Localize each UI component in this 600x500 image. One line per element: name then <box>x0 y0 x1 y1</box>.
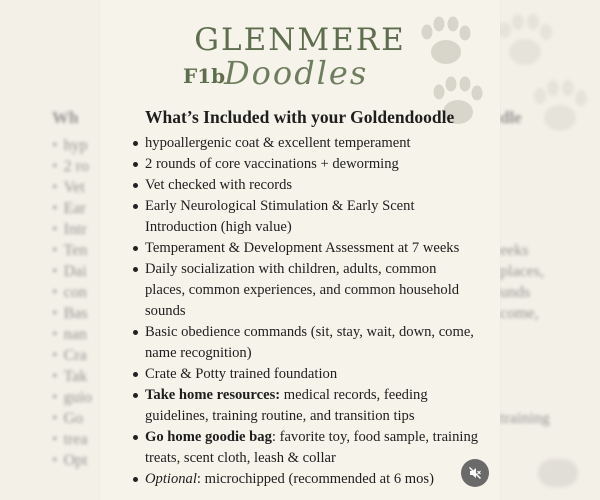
list-item-text: 2 rounds of core vaccinations + deworming <box>145 156 399 172</box>
background-echo-line: • Dai <box>52 261 142 282</box>
list-item-italic-label: Optional <box>145 471 197 487</box>
list-item-text: hypoallergenic coat & excellent temperament <box>145 135 411 151</box>
included-list <box>130 133 480 490</box>
background-echo-line: • hyp <box>52 135 142 156</box>
brand-generation: F1b <box>183 64 226 88</box>
background-echo-line: • Intr <box>52 219 142 240</box>
list-item-text: Temperament & Development Assessment at 7 weeks <box>145 240 460 256</box>
brand-script-name: Doodles <box>224 54 369 92</box>
background-echo-line: • Ten <box>52 240 142 261</box>
background-echo-line: • nan <box>52 324 142 345</box>
list-item <box>130 133 480 154</box>
background-echo-line: • Go <box>52 408 142 429</box>
list-item-text: Vet checked with records <box>145 177 293 193</box>
background-echo-line: • guio <box>52 387 142 408</box>
list-item-text: : microchipped (recommended at 6 mos) <box>196 471 434 487</box>
list-item <box>130 469 480 490</box>
background-echo-line: • Ear <box>52 198 142 219</box>
background-echo-line: unds <box>500 284 531 301</box>
background-mute-button <box>538 459 578 487</box>
list-item-bold-label: Take home resources: <box>145 387 281 403</box>
list-item <box>130 259 480 322</box>
list-item <box>130 364 480 385</box>
background-echo-line: • Bas <box>52 303 142 324</box>
list-item-text: : favorite toy, food sample, training treats, scent cloth, leash & collar <box>145 429 479 466</box>
section-heading: What’s Included with your Goldendoodle <box>145 107 455 127</box>
background-echo-title: Wh <box>52 108 79 127</box>
background-echo-line: • trea <box>52 429 142 450</box>
background-echo-line: places, <box>500 263 544 280</box>
background-echo-line: • Vet <box>52 177 142 198</box>
list-item-text: Daily socialization with children, adults, common places, common experiences, and common household sounds <box>145 261 460 319</box>
speaker-muted-icon <box>468 466 482 480</box>
list-item-bold-label: Go home goodie bag <box>145 429 272 445</box>
list-item-text: medical records, feeding guidelines, training routine, and transition tips <box>145 387 428 424</box>
mute-button[interactable] <box>461 459 489 487</box>
background-echo-title-right: dle <box>500 108 522 127</box>
list-item-text: Basic obedience commands (sit, stay, wait, down, come, name recognition) <box>145 324 474 361</box>
background-echo-line: come, <box>500 305 539 322</box>
list-item <box>130 238 480 259</box>
list-item-text: Crate & Potty trained foundation <box>145 366 338 382</box>
list-item <box>130 154 480 175</box>
background-echo-line: • con <box>52 282 142 303</box>
list-item <box>130 385 480 427</box>
list-item <box>130 175 480 196</box>
list-item-text: Early Neurological Stimulation & Early Scent Introduction (high value) <box>145 198 415 235</box>
info-card <box>100 0 500 500</box>
brand-name: GLENMERE <box>194 22 406 58</box>
background-echo-line: • 2 ro <box>52 156 142 177</box>
background-echo-line: eeks <box>500 242 529 259</box>
background-echo-line: • Opt <box>52 450 142 471</box>
background-echo-line: • Cra <box>52 345 142 366</box>
list-item <box>130 322 480 364</box>
list-item <box>130 427 480 469</box>
brand-logo <box>100 22 500 98</box>
background-echo-line: • Tak <box>52 366 142 387</box>
background-echo-line: training <box>500 410 550 427</box>
list-item <box>130 196 480 238</box>
